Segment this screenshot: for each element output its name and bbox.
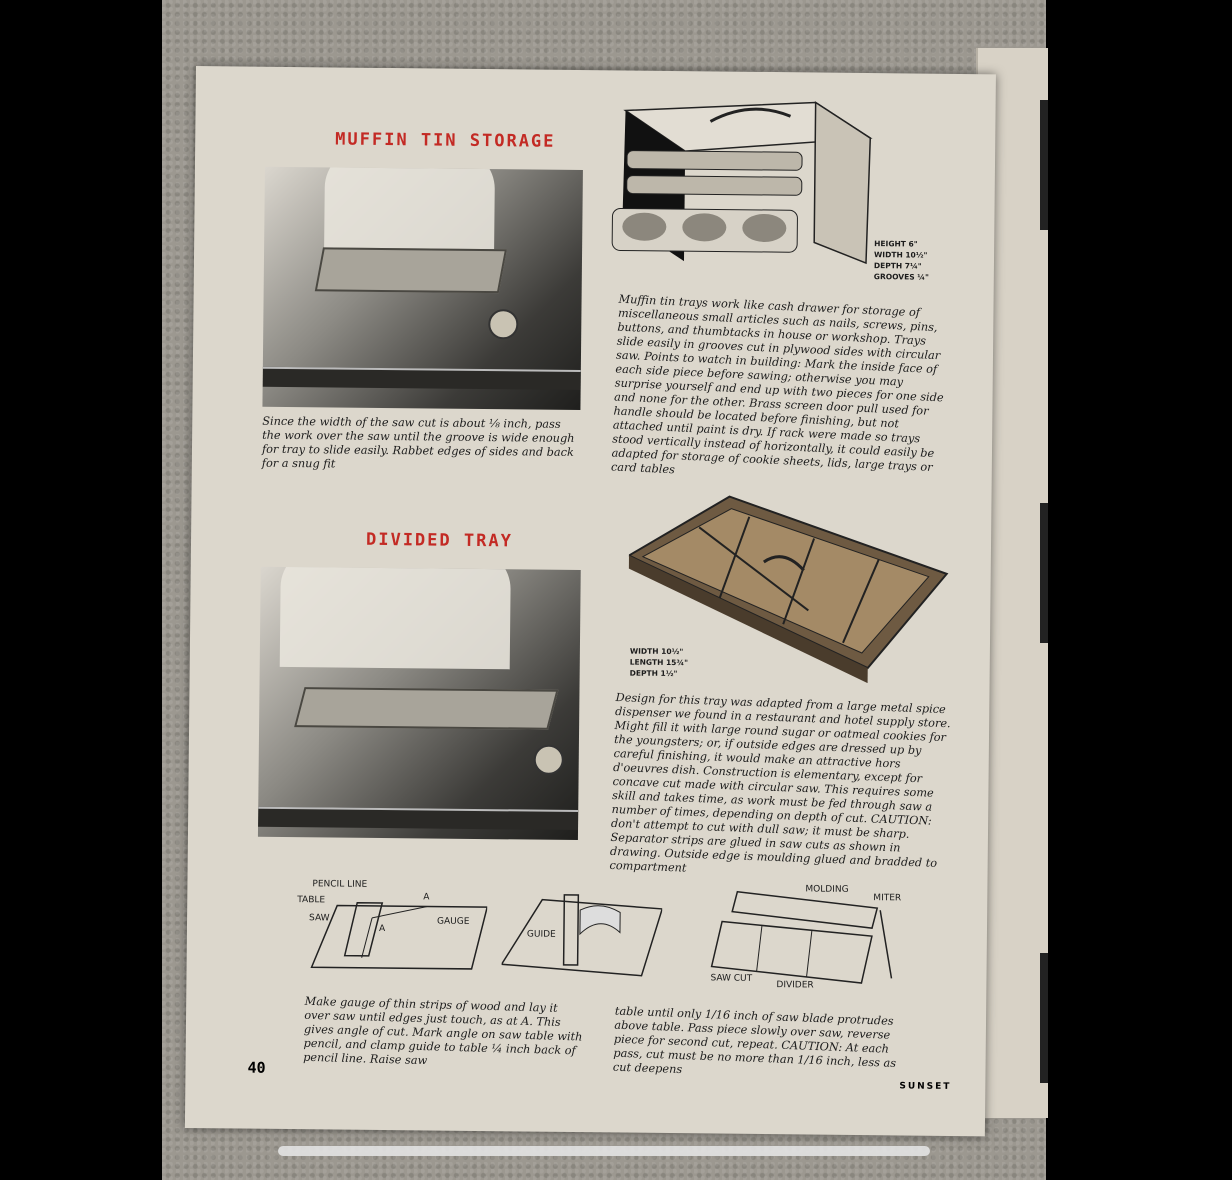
muffin-tin-cabinet-drawing bbox=[604, 90, 876, 283]
label-divider: DIVIDER bbox=[776, 980, 814, 991]
magazine-page bbox=[185, 66, 996, 1136]
photo-caption-1: Since the width of the saw cut is about ⅛ inch, pass the work over the saw until the groove is wide enough for tray to slide easily. Rabbet edges of sides and back for a snug fit bbox=[261, 414, 575, 471]
label-gauge: GAUGE bbox=[437, 916, 470, 927]
label-pencil-line: PENCIL LINE bbox=[312, 879, 368, 890]
diagram-caption-left: Make gauge of thin strips of wood and lay it over saw until edges just touch, as at A. This gives angle of cut. Mark angle on saw table with pencil, and clamp guide to table ¼ inch back of pencil line. Raise saw bbox=[302, 994, 583, 1068]
muffin-tin-specs: HEIGHT 6" WIDTH 10½" DEPTH 7¼" GROOVES ¼" bbox=[873, 239, 929, 282]
divided-tray-heading: DIVIDED TRAY bbox=[365, 529, 513, 552]
table-saw-photo-2 bbox=[258, 567, 581, 840]
muffin-tin-description: Muffin tin trays work like cash drawer for storage of miscellaneous small articles such as nails, screws, pins, buttons, and thumbtacks in house or workshop. Trays slide easily in grooves cut in plywood sides with circular saw. Points to watch in building: Mark the inside face of each side piece before sawing; otherwise you may surprise yourself and end up with two pieces for one side and none for the other. Brass screen door pull used for handle should be located before finishing, but not attached until paint is dry. If rack were made so trays stood vertically instead of horizontally, it could easily be adapted for storage of cookie sheets, lids, large trays or card tables bbox=[610, 292, 944, 477]
divided-tray-specs: WIDTH 10½" LENGTH 15¾" DEPTH 1½" bbox=[629, 646, 689, 679]
label-saw: SAW bbox=[309, 913, 330, 924]
guide-diagram bbox=[501, 889, 662, 981]
divided-tray-description: Design for this tray was adapted from a large metal spice dispenser we found in a restaurant and hotel supply store. Might fill it with large round sugar or oatmeal cookies for the youngsters; or, if outside edges are dressed up by careful finishing, it would make an attractive hors d'oeuvres dish. Construction is elementary, except for concave cut made with circular saw. This requires some skill and takes time, as work must be fed through saw a number of times, depending on depth of cut. CAUTION: don't attempt to cut with dull saw; it must be sharp. Separator strips are glued in saw cuts as shown in drawing. Outside edge is moulding glued and bradded to compartment bbox=[609, 691, 951, 875]
label-a-bottom: A bbox=[378, 923, 386, 935]
horizontal-scrollbar[interactable] bbox=[278, 1146, 930, 1156]
label-table: TABLE bbox=[297, 895, 326, 906]
label-saw-cut: SAW CUT bbox=[710, 973, 753, 984]
label-molding: MOLDING bbox=[805, 884, 849, 895]
diagram-caption-right: table until only 1/16 inch of saw blade protrudes above table. Pass piece slowly over saw, reverse piece for second cut, repeat. CAUTION: At each pass, cut must be no more than 1/16 inch, less as cut deepens bbox=[612, 1004, 897, 1077]
page-number: 40 bbox=[247, 1058, 266, 1077]
magazine-footer: SUNSET bbox=[899, 1081, 952, 1092]
label-miter: MITER bbox=[873, 893, 902, 904]
muffin-tin-heading: MUFFIN TIN STORAGE bbox=[335, 129, 556, 152]
table-saw-photo-1 bbox=[262, 167, 582, 410]
label-guide: GUIDE bbox=[526, 929, 556, 940]
label-a-top: A bbox=[423, 892, 430, 903]
